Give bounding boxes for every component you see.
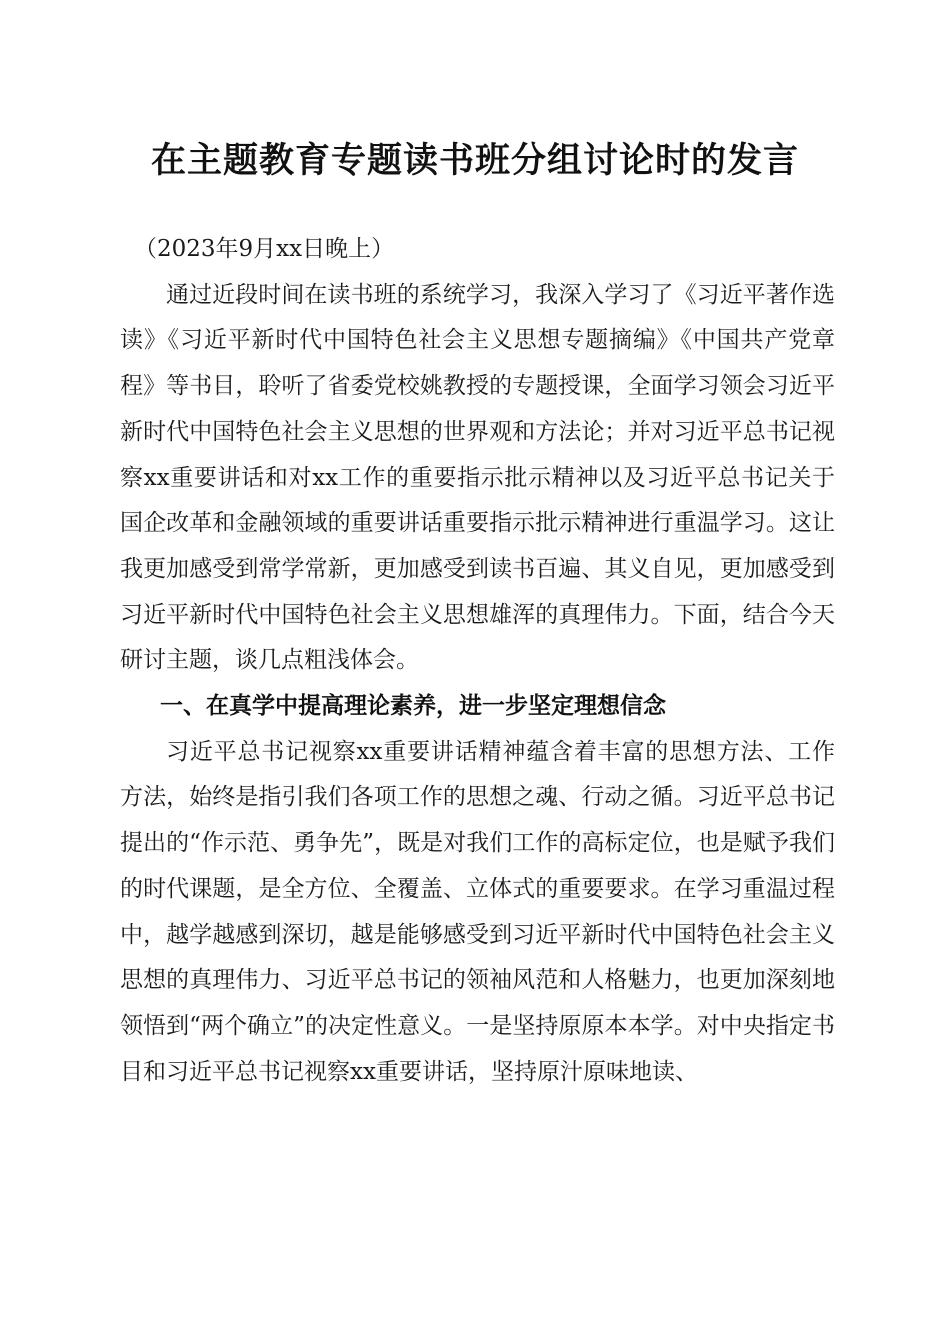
intro-paragraph: 通过近段时间在读书班的系统学习，我深入学习了《习近平著作选读》《习近平新时代中国特色社会主义思想专题摘编》《中国共产党章程》等书目，聆听了省委党校姚教授的专题授课，全面学习领会习近平新时代中国特色社会主义思想的世界观和方法论；并对习近平总书记视察xx重要讲话和对xx工作的重要指示批示精神以及习近平总书记关于国企改革和金融领域的重要讲话重要指示批示精神进行重温学习。这让我更加感受到常学常新，更加感受到读书百遍、其义自见，更加感受到习近平新时代中国特色社会主义思想雄浑的真理伟力。下面，结合今天研讨主题，谈几点粗浅体会。 — [120, 281, 835, 674]
date-line: （2023年9月xx日晚上） — [134, 236, 395, 262]
section-heading-1: 一、在真学中提高理论素养，进一步坚定理想信念 — [160, 693, 666, 720]
document-title: 在主题教育专题读书班分组讨论时的发言 — [150, 140, 799, 181]
section-1-paragraph: 习近平总书记视察xx重要讲话精神蕴含着丰富的思想方法、工作方法，始终是指引我们各项工作的思想之魂、行动之循。习近平总书记提出的“作示范、勇争先”，既是对我们工作的高标定位，也是赋予我们的时代课题，是全方位、全覆盖、立体式的重要要求。在学习重温过程中，越学越感到深切，越是能够感受到习近平新时代中国特色社会主义思想的真理伟力、习近平总书记的领袖风范和人格魅力，也更加深刻地领悟到“两个确立”的决定性意义。一是坚持原原本本学。对中央指定书目和习近平总书记视察xx重要讲话，坚持原汁原味地读、 — [120, 738, 835, 1085]
document-body — [120, 227, 835, 1095]
